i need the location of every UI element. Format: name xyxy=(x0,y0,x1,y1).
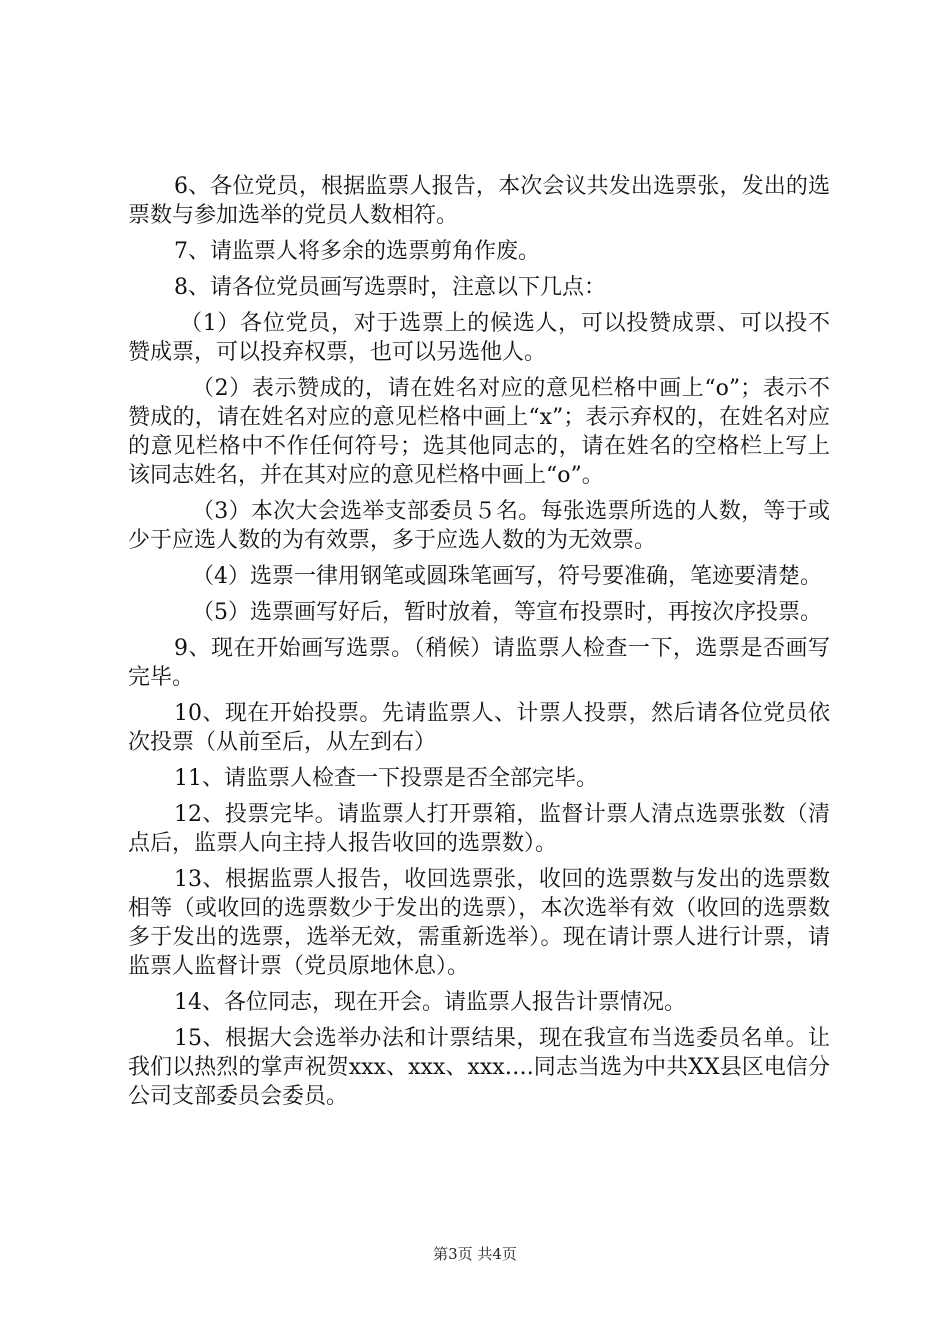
paragraph-14: 14、各位同志，现在开会。请监票人报告计票情况。 xyxy=(174,990,686,1015)
paragraph-12: 12、投票完毕。请监票人打开票箱，监督计票人清点选票张数（清点后，监票人向主持人报告收回的选票数）。 xyxy=(128,802,830,856)
paragraph-8-item-2: （2）表示赞成的，请在姓名对应的意见栏格中画上“o”；表示不赞成的，请在姓名对应的意见栏格中画上“x”；表示弃权的，在姓名对应的意见栏格中不作任何符号；选其他同志的，请在姓名的空格栏上写上该同志姓名，并在其对应的意见栏格中画上“o”。 xyxy=(128,376,830,488)
paragraph-9: 9、现在开始画写选票。（稍候）请监票人检查一下，选票是否画写完毕。 xyxy=(128,636,830,690)
paragraph-10: 10、现在开始投票。先请监票人、计票人投票，然后请各位党员依次投票（从前至后，从左到右） xyxy=(128,701,830,755)
paragraph-8-item-3: （3）本次大会选举支部委员５名。每张选票所选的人数，等于或少于应选人数的为有效票，多于应选人数的为无效票。 xyxy=(128,499,830,553)
paragraph-11: 11、请监票人检查一下投票是否全部完毕。 xyxy=(174,766,598,791)
paragraph-8-item-4: （4）选票一律用钢笔或圆珠笔画写，符号要准确，笔迹要清楚。 xyxy=(192,564,822,589)
paragraph-15: 15、根据大会选举办法和计票结果，现在我宣布当选委员名单。让我们以热烈的掌声祝贺xxx、xxx、xxx….同志当选为中共XX县区电信分公司支部委员会委员。 xyxy=(128,1026,830,1109)
page-number-label: 第3页 共4页 xyxy=(433,1245,517,1263)
paragraph-8-item-5: （5）选票画写好后，暂时放着，等宣布投票时，再按次序投票。 xyxy=(192,600,822,625)
page-footer xyxy=(0,1243,950,1264)
paragraph-6: 6、各位党员，根据监票人报告，本次会议共发出选票张，发出的选票数与参加选举的党员人数相符。 xyxy=(128,174,830,228)
document-body xyxy=(128,172,830,1118)
paragraph-8: 8、请各位党员画写选票时，注意以下几点： xyxy=(174,275,606,300)
paragraph-8-item-1: （1）各位党员，对于选票上的候选人，可以投赞成票、可以投不赞成票，可以投弃权票，也可以另选他人。 xyxy=(128,311,830,365)
paragraph-7: 7、请监票人将多余的选票剪角作废。 xyxy=(174,239,540,264)
paragraph-13: 13、根据监票人报告，收回选票张，收回的选票数与发出的选票数相等（或收回的选票数少于发出的选票），本次选举有效（收回的选票数多于发出的选票，选举无效，需重新选举）。现在请计票人进行计票，请监票人监督计票（党员原地休息）。 xyxy=(128,867,830,979)
